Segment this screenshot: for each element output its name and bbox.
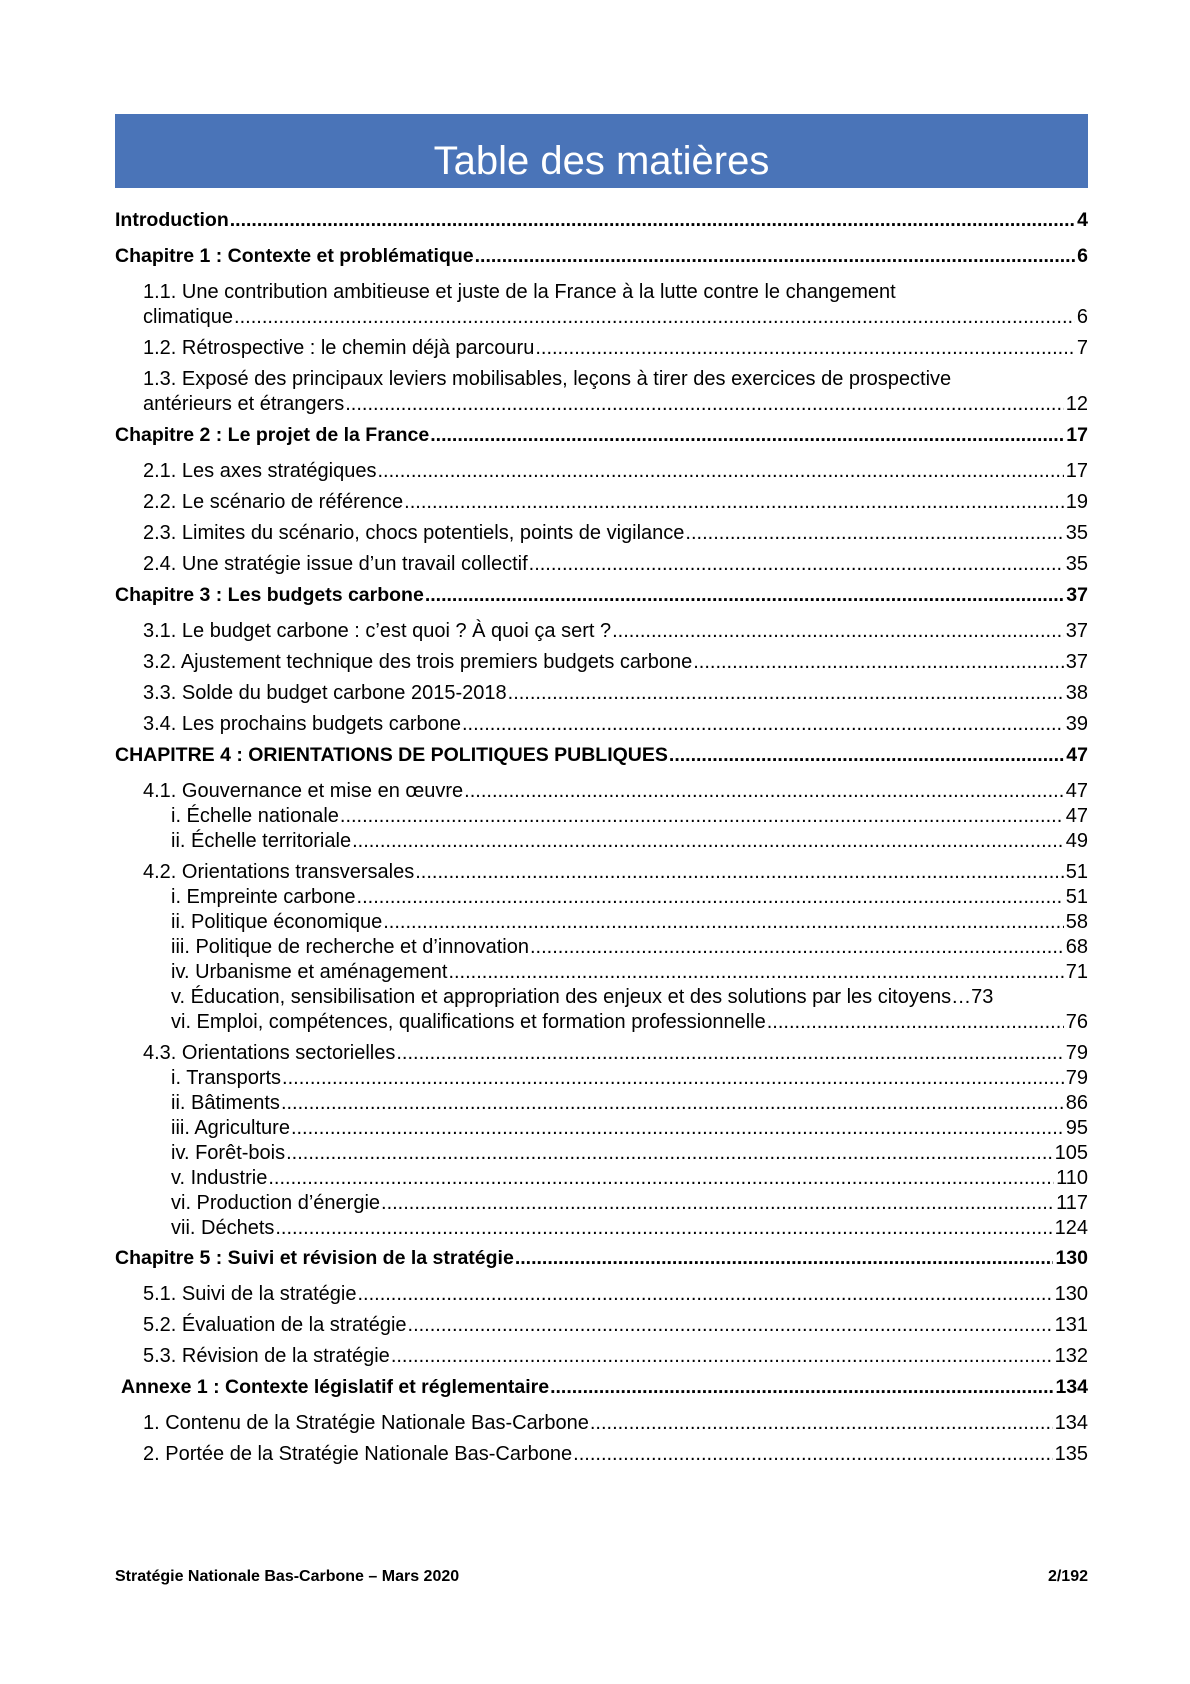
toc-page-number: 38: [1065, 682, 1088, 704]
toc-entry-label: 2.1. Les axes stratégiques: [143, 460, 377, 482]
toc-entry-4-3-iii[interactable]: [115, 1116, 1088, 1141]
dot-leader: [282, 1066, 1064, 1091]
toc-entry-label: vii. Déchets: [171, 1217, 275, 1239]
toc-entry-label: Annexe 1 : Contexte législatif et réglementaire: [121, 1376, 550, 1398]
toc-page-number: 117: [1056, 1192, 1088, 1214]
toc-entry-label: iii. Agriculture: [171, 1117, 290, 1139]
toc-page-number: 130: [1055, 1247, 1088, 1269]
toc-entry-4-3[interactable]: [115, 1041, 1088, 1066]
toc-entry-chapter-1[interactable]: [115, 244, 1088, 269]
toc-entry-label: iv. Forêt-bois: [171, 1142, 286, 1164]
dot-leader: [377, 459, 1063, 484]
toc-page-number: 6: [1076, 306, 1088, 328]
dot-leader: [448, 960, 1063, 985]
toc-entry-chapter-2[interactable]: [115, 423, 1088, 448]
toc-entry-label: 3.2. Ajustement technique des trois premiers budgets carbone: [143, 651, 693, 673]
toc-page-number: 6: [1077, 245, 1088, 267]
toc-page-number: 71: [1065, 961, 1088, 983]
toc-page-number: 49: [1065, 830, 1088, 852]
dot-leader: [286, 1141, 1053, 1166]
dot-leader: [685, 521, 1063, 546]
toc-entry-4-3-v[interactable]: [115, 1166, 1088, 1191]
toc-entry-4-2-ii[interactable]: [115, 910, 1088, 935]
dot-leader: [291, 1116, 1064, 1141]
toc-entry-label: CHAPITRE 4 : ORIENTATIONS DE POLITIQUES PUBLIQUES: [115, 744, 668, 766]
toc-entry-2-1[interactable]: [115, 459, 1088, 484]
toc-page-number: 105: [1054, 1142, 1088, 1164]
toc-entry-5-1[interactable]: [115, 1282, 1088, 1307]
dot-leader: [391, 1344, 1053, 1369]
toc-page-number: 37: [1065, 651, 1088, 673]
toc-entry-3-1[interactable]: [115, 619, 1088, 644]
toc-page-number: 130: [1054, 1283, 1088, 1305]
toc-entry-label: ii. Politique économique: [171, 911, 383, 933]
toc-entry-annex-1-2[interactable]: [115, 1442, 1088, 1467]
dot-leader: [612, 619, 1064, 644]
toc-entry-4-2-vi[interactable]: [115, 1010, 1088, 1035]
toc-entry-4-1-i[interactable]: [115, 804, 1088, 829]
toc-page-number: 73: [971, 986, 994, 1008]
toc-entry-chapter-5[interactable]: [115, 1246, 1088, 1271]
toc-entry-1-3[interactable]: [115, 367, 1088, 417]
toc-entry-label: 1. Contenu de la Stratégie Nationale Bas-Carbone: [143, 1412, 589, 1434]
toc-entry-4-3-vi[interactable]: [115, 1191, 1088, 1216]
toc-entry-4-3-ii[interactable]: [115, 1091, 1088, 1116]
toc-entry-4-2-v[interactable]: [115, 985, 1088, 1010]
toc-entry-label: 5.1. Suivi de la stratégie: [143, 1283, 357, 1305]
dot-leader: [430, 423, 1064, 448]
toc-entry-introduction[interactable]: [115, 208, 1088, 233]
dot-leader: [275, 1216, 1052, 1241]
toc-entry-label-line: climatique: [143, 306, 234, 328]
toc-entry-1-2[interactable]: [115, 336, 1088, 361]
dot-leader: [230, 208, 1075, 233]
dot-leader: [475, 244, 1076, 269]
toc-entry-label-line: 1.3. Exposé des principaux leviers mobilisables, leçons à tirer des exercices de prospective: [143, 368, 952, 390]
dot-leader: [767, 1010, 1064, 1035]
footer-document-title: Stratégie Nationale Bas-Carbone – Mars 2020: [115, 1568, 460, 1585]
toc-entry-label: 5.2. Évaluation de la stratégie: [143, 1314, 407, 1336]
toc-entry-annex-1[interactable]: [115, 1375, 1088, 1400]
toc-entry-4-3-iv[interactable]: [115, 1141, 1088, 1166]
toc-page-number: 51: [1065, 886, 1088, 908]
dot-leader: [352, 829, 1064, 854]
toc-entry-label: 3.1. Le budget carbone : c’est quoi ? À quoi ça sert ?: [143, 620, 612, 642]
dot-leader: [396, 1041, 1063, 1066]
toc-entry-label: v. Industrie: [171, 1167, 268, 1189]
dot-leader: [357, 1282, 1052, 1307]
toc-page-number: 12: [1065, 393, 1088, 415]
toc-entry-label: 2.4. Une stratégie issue d’un travail collectif: [143, 553, 528, 575]
toc-page-number: 132: [1054, 1345, 1088, 1367]
toc-page-number: 95: [1065, 1117, 1088, 1139]
toc-entry-label-line: 1.1. Une contribution ambitieuse et juste de la France à la lutte contre le changement: [143, 281, 896, 303]
toc-entry-label: 1.2. Rétrospective : le chemin déjà parcouru: [143, 337, 535, 359]
toc-page-number: 4: [1077, 209, 1088, 231]
toc-entry-label: Chapitre 5 : Suivi et révision de la stratégie: [115, 1247, 514, 1269]
dot-leader: [408, 1313, 1053, 1338]
toc-entry-label: 2.3. Limites du scénario, chocs potentiels, points de vigilance: [143, 522, 685, 544]
toc-entry-4-2-i[interactable]: [115, 885, 1088, 910]
page-title: Table des matières: [433, 139, 770, 183]
toc-entry-3-3[interactable]: [115, 681, 1088, 706]
toc-entry-label: 3.4. Les prochains budgets carbone: [143, 713, 461, 735]
toc-page-number: 86: [1065, 1092, 1088, 1114]
toc-page-number: 39: [1065, 713, 1088, 735]
toc-page-number: 17: [1066, 424, 1088, 446]
toc-entry-label: ii. Bâtiments: [171, 1092, 280, 1114]
footer-page-number: 2/192: [1047, 1568, 1088, 1585]
toc-entry-label: 4.2. Orientations transversales: [143, 861, 415, 883]
dot-leader: [383, 910, 1064, 935]
toc-page-number: 135: [1054, 1443, 1088, 1465]
toc-page-number: 37: [1066, 584, 1088, 606]
toc-page-number: 134: [1055, 1376, 1088, 1398]
toc-entry-label: ii. Échelle territoriale: [171, 830, 352, 852]
toc-entry-2-4[interactable]: [115, 552, 1088, 577]
table-of-contents: [115, 208, 1088, 1473]
toc-entry-4-2-iv[interactable]: [115, 960, 1088, 985]
dot-leader: [529, 552, 1064, 577]
dot-leader: [669, 743, 1064, 768]
toc-page-number: 19: [1065, 491, 1088, 513]
toc-entry-4-3-vii[interactable]: [115, 1216, 1088, 1241]
dot-leader: [530, 935, 1064, 960]
dot-leader: [693, 650, 1064, 675]
title-banner: [115, 114, 1088, 188]
dot-leader: [535, 336, 1075, 361]
toc-page-number: 131: [1054, 1314, 1088, 1336]
dot-leader: [404, 490, 1064, 515]
toc-entry-label: 5.3. Révision de la stratégie: [143, 1345, 390, 1367]
toc-entry-3-2[interactable]: [115, 650, 1088, 675]
toc-entry-label: i. Empreinte carbone: [171, 886, 356, 908]
toc-page-number: 37: [1065, 620, 1088, 642]
dot-leader: [425, 583, 1064, 608]
dot-leader: [234, 305, 1075, 330]
dot-leader: [573, 1442, 1052, 1467]
dot-leader: [590, 1411, 1053, 1436]
dot-leader: [515, 1246, 1054, 1271]
page-footer: [115, 1568, 1088, 1586]
toc-entry-label-line: antérieurs et étrangers: [143, 393, 345, 415]
toc-entry-label: Introduction: [115, 209, 229, 231]
dot-leader: [345, 392, 1064, 417]
toc-page-number: 51: [1065, 861, 1088, 883]
dot-leader: [268, 1166, 1054, 1191]
toc-entry-4-3-i[interactable]: [115, 1066, 1088, 1091]
toc-entry-label: vi. Production d’énergie: [171, 1192, 381, 1214]
toc-entry-label: Chapitre 1 : Contexte et problématique: [115, 245, 474, 267]
toc-entry-2-3[interactable]: [115, 521, 1088, 546]
toc-page-number: 124: [1054, 1217, 1088, 1239]
toc-entry-label: 3.3. Solde du budget carbone 2015-2018: [143, 682, 507, 704]
toc-entry-label: i. Échelle nationale: [171, 805, 339, 827]
toc-entry-1-1[interactable]: [115, 280, 1088, 330]
toc-entry-label: iii. Politique de recherche et d’innovation: [171, 936, 529, 958]
toc-entry-chapter-3[interactable]: [115, 583, 1088, 608]
toc-entry-annex-1-1[interactable]: [115, 1411, 1088, 1436]
dot-leader: [464, 779, 1064, 804]
dot-leader: [381, 1191, 1054, 1216]
toc-entry-4-1-ii[interactable]: [115, 829, 1088, 854]
toc-entry-5-3[interactable]: [115, 1344, 1088, 1369]
toc-entry-label: 2.2. Le scénario de référence: [143, 491, 404, 513]
toc-page-number: 134: [1054, 1412, 1088, 1434]
toc-entry-label: v. Éducation, sensibilisation et appropriation des enjeux et des solutions par les citoyens…: [171, 986, 972, 1008]
toc-page-number: 79: [1065, 1042, 1088, 1064]
toc-entry-label: Chapitre 3 : Les budgets carbone: [115, 584, 424, 606]
dot-leader: [508, 681, 1064, 706]
toc-page-number: 17: [1065, 460, 1088, 482]
toc-page-number: 58: [1065, 911, 1088, 933]
toc-entry-5-2[interactable]: [115, 1313, 1088, 1338]
toc-entry-4-2[interactable]: [115, 860, 1088, 885]
toc-entry-4-2-iii[interactable]: [115, 935, 1088, 960]
toc-entry-label: Chapitre 2 : Le projet de la France: [115, 424, 430, 446]
toc-entry-2-2[interactable]: [115, 490, 1088, 515]
dot-leader: [415, 860, 1064, 885]
toc-entry-label: vi. Emploi, compétences, qualifications et formation professionnelle: [171, 1011, 766, 1033]
dot-leader: [462, 712, 1064, 737]
toc-entry-3-4[interactable]: [115, 712, 1088, 737]
toc-entry-label: i. Transports: [171, 1067, 282, 1089]
toc-page-number: 47: [1065, 780, 1088, 802]
toc-page-number: 35: [1065, 553, 1088, 575]
toc-page-number: 68: [1065, 936, 1088, 958]
toc-page-number: 76: [1065, 1011, 1088, 1033]
toc-entry-label: 4.1. Gouvernance et mise en œuvre: [143, 780, 464, 802]
dot-leader: [281, 1091, 1064, 1116]
toc-entry-chapter-4[interactable]: [115, 743, 1088, 768]
toc-entry-label: iv. Urbanisme et aménagement: [171, 961, 448, 983]
toc-page-number: 110: [1056, 1167, 1088, 1189]
toc-page-number: 47: [1065, 805, 1088, 827]
dot-leader: [550, 1375, 1053, 1400]
toc-entry-4-1[interactable]: [115, 779, 1088, 804]
toc-entry-label: 4.3. Orientations sectorielles: [143, 1042, 396, 1064]
dot-leader: [357, 885, 1064, 910]
toc-page-number: 47: [1066, 744, 1088, 766]
toc-entry-label: 2. Portée de la Stratégie Nationale Bas-Carbone: [143, 1443, 573, 1465]
toc-page-number: 79: [1065, 1067, 1088, 1089]
toc-page-number: 35: [1065, 522, 1088, 544]
toc-page-number: 7: [1076, 337, 1088, 359]
dot-leader: [340, 804, 1064, 829]
